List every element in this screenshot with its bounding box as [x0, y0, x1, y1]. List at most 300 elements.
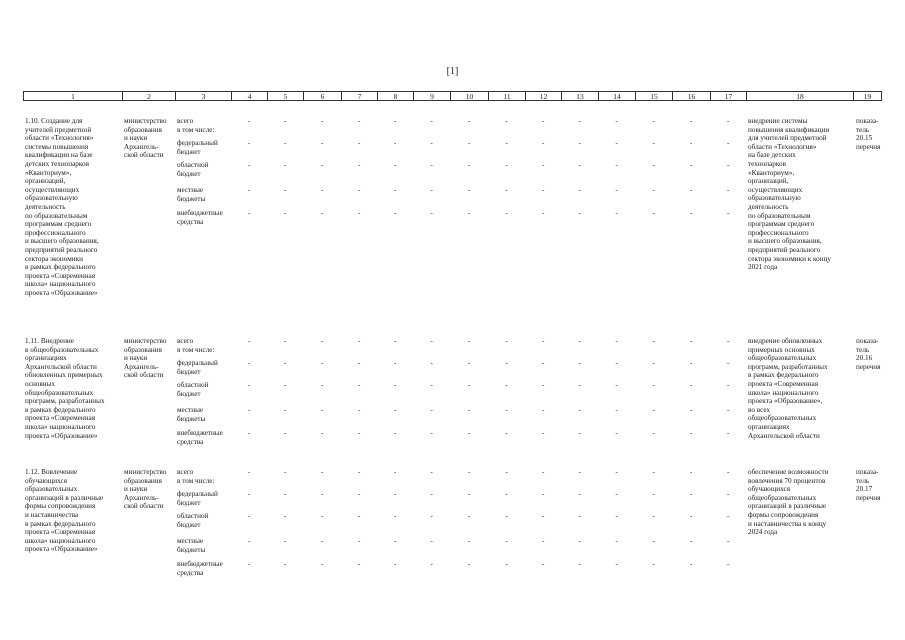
expected-result-cell-line: во всех: [748, 405, 771, 414]
expected-result-cell-line: предприятий реального: [748, 245, 821, 254]
empty-value-dash: -: [690, 406, 693, 414]
empty-value-dash: -: [505, 186, 508, 194]
empty-value-dash: -: [727, 537, 730, 545]
expected-result-cell-line: Архангельской области: [748, 431, 820, 440]
event-name-cell-line: проекта «Образование»: [25, 431, 98, 440]
funding-source-cell: [177, 537, 205, 554]
funding-source-cell-line: бюджет: [177, 169, 201, 178]
empty-value-dash: -: [430, 209, 433, 217]
funding-source-cell: [177, 560, 223, 577]
expected-result-cell-line: организаций в различные: [748, 502, 827, 511]
responsible-cell-line: министерство: [124, 337, 167, 345]
expected-result-cell-line: 2024 года: [748, 528, 778, 537]
funding-source-cell-line: в том числе:: [177, 345, 215, 354]
empty-value-dash: -: [394, 209, 397, 217]
empty-value-dash: -: [505, 337, 508, 345]
empty-value-dash: -: [284, 429, 287, 437]
expected-result-cell-line: деятельность: [748, 202, 789, 211]
event-name-cell-line: школа» национального: [25, 280, 96, 289]
empty-value-dash: -: [284, 117, 287, 125]
empty-value-dash: -: [578, 468, 581, 476]
empty-value-dash: -: [248, 560, 251, 568]
empty-value-dash: -: [430, 381, 433, 389]
funding-source-cell-line: бюджеты: [177, 194, 206, 203]
empty-value-dash: -: [615, 537, 618, 545]
empty-value-dash: -: [358, 406, 361, 414]
empty-value-dash: -: [505, 117, 508, 125]
empty-value-dash: -: [394, 161, 397, 169]
empty-value-dash: -: [358, 139, 361, 147]
responsible-cell: [124, 117, 166, 160]
event-name-cell-line: проекта «Современная: [25, 414, 96, 423]
empty-value-dash: -: [505, 429, 508, 437]
expected-result-cell-line: внедрение системы: [748, 117, 808, 125]
empty-value-dash: -: [690, 186, 693, 194]
empty-value-dash: -: [284, 512, 287, 520]
empty-value-dash: -: [615, 209, 618, 217]
funding-source-cell: [177, 117, 214, 134]
empty-value-dash: -: [615, 359, 618, 367]
empty-value-dash: -: [727, 209, 730, 217]
responsible-cell-line: Архангель-: [124, 142, 159, 151]
empty-value-dash: -: [690, 560, 693, 568]
empty-value-dash: -: [468, 161, 471, 169]
empty-value-dash: -: [578, 209, 581, 217]
expected-result-cell-line: внедрение обновленных: [748, 337, 823, 345]
empty-value-dash: -: [690, 209, 693, 217]
event-name-cell-line: детских технопарков: [25, 159, 90, 168]
empty-value-dash: -: [652, 161, 655, 169]
expected-result-cell-line: школа» национального: [748, 388, 819, 397]
empty-value-dash: -: [284, 186, 287, 194]
indicator-ref-cell-line: перечня: [856, 362, 881, 371]
expected-result-cell-line: организациях: [748, 422, 790, 431]
header-cell-1: 1: [23, 91, 123, 101]
empty-value-dash: -: [358, 537, 361, 545]
event-name-cell-line: в рамках федерального: [25, 519, 96, 528]
empty-value-dash: -: [321, 337, 324, 345]
expected-result-cell-line: вовлечения 70 процентов: [748, 476, 826, 485]
header-cell-12: 12: [525, 91, 562, 101]
empty-value-dash: -: [430, 161, 433, 169]
empty-value-dash: -: [727, 186, 730, 194]
empty-value-dash: -: [505, 560, 508, 568]
empty-value-dash: -: [652, 560, 655, 568]
expected-result-cell-line: технопарков: [748, 159, 787, 168]
empty-value-dash: -: [321, 186, 324, 194]
empty-value-dash: -: [578, 512, 581, 520]
empty-value-dash: -: [321, 490, 324, 498]
event-name-cell-line: в рамках федерального: [25, 263, 96, 272]
empty-value-dash: -: [248, 337, 251, 345]
expected-result-cell: [748, 117, 831, 272]
empty-value-dash: -: [358, 359, 361, 367]
event-name-cell-line: сектора экономики: [25, 254, 83, 263]
empty-value-dash: -: [615, 406, 618, 414]
empty-value-dash: -: [652, 490, 655, 498]
event-name-cell-line: образовательных: [25, 485, 78, 494]
expected-result-cell-line: на базе детских: [748, 151, 796, 160]
empty-value-dash: -: [690, 512, 693, 520]
header-cell-10: 10: [450, 91, 489, 101]
expected-result-cell-line: общеобразовательных: [748, 354, 817, 363]
empty-value-dash: -: [248, 139, 251, 147]
indicator-ref-cell: [856, 337, 880, 371]
empty-value-dash: -: [505, 490, 508, 498]
empty-value-dash: -: [542, 117, 545, 125]
empty-value-dash: -: [468, 139, 471, 147]
event-name-cell-line: в общеобразовательных: [25, 345, 99, 354]
funding-source-cell-line: бюджеты: [177, 414, 206, 423]
responsible-cell-line: образования: [124, 345, 162, 354]
empty-value-dash: -: [652, 359, 655, 367]
funding-source-cell: [177, 337, 214, 354]
empty-value-dash: -: [615, 429, 618, 437]
event-name-cell-line: системы повышения: [25, 142, 89, 151]
event-name-cell: [25, 117, 99, 297]
header-cell-6: 6: [303, 91, 342, 101]
event-name-cell-line: программам среднего: [25, 220, 92, 229]
empty-value-dash: -: [284, 468, 287, 476]
empty-value-dash: -: [727, 406, 730, 414]
empty-value-dash: -: [542, 381, 545, 389]
empty-value-dash: -: [468, 512, 471, 520]
empty-value-dash: -: [321, 359, 324, 367]
indicator-ref-cell-line: показа-: [856, 117, 879, 125]
empty-value-dash: -: [505, 209, 508, 217]
funding-source-cell-line: бюджет: [177, 367, 201, 376]
empty-value-dash: -: [321, 560, 324, 568]
expected-result-cell-line: сектора экономики к концу: [748, 254, 832, 263]
event-name-cell-line: Архангельской области: [25, 362, 97, 371]
empty-value-dash: -: [321, 161, 324, 169]
funding-source-cell-line: областной: [177, 381, 209, 389]
empty-value-dash: -: [468, 429, 471, 437]
empty-value-dash: -: [248, 512, 251, 520]
empty-value-dash: -: [394, 537, 397, 545]
event-name-cell-line: области «Технология»: [25, 134, 94, 143]
empty-value-dash: -: [468, 560, 471, 568]
funding-source-cell: [177, 512, 208, 529]
empty-value-dash: -: [394, 381, 397, 389]
empty-value-dash: -: [727, 468, 730, 476]
event-name-cell: [25, 337, 105, 440]
empty-value-dash: -: [430, 186, 433, 194]
empty-value-dash: -: [394, 117, 397, 125]
empty-value-dash: -: [542, 209, 545, 217]
empty-value-dash: -: [358, 512, 361, 520]
empty-value-dash: -: [284, 337, 287, 345]
empty-value-dash: -: [542, 139, 545, 147]
expected-result-cell-line: общеобразовательных: [748, 414, 817, 423]
funding-source-cell-line: федеральный: [177, 490, 218, 498]
empty-value-dash: -: [284, 537, 287, 545]
header-cell-14: 14: [598, 91, 636, 101]
empty-value-dash: -: [321, 209, 324, 217]
funding-source-cell: [177, 209, 223, 226]
header-cell-19: 19: [853, 91, 882, 101]
empty-value-dash: -: [358, 161, 361, 169]
empty-value-dash: -: [284, 161, 287, 169]
empty-value-dash: -: [468, 359, 471, 367]
empty-value-dash: -: [505, 161, 508, 169]
empty-value-dash: -: [394, 429, 397, 437]
responsible-cell-line: и науки: [124, 485, 148, 494]
funding-source-cell-line: внебюджетные: [177, 560, 223, 568]
empty-value-dash: -: [615, 337, 618, 345]
empty-value-dash: -: [615, 161, 618, 169]
funding-source-cell: [177, 381, 208, 398]
empty-value-dash: -: [430, 139, 433, 147]
empty-value-dash: -: [468, 537, 471, 545]
empty-value-dash: -: [284, 139, 287, 147]
funding-source-cell: [177, 139, 218, 156]
empty-value-dash: -: [394, 139, 397, 147]
empty-value-dash: -: [578, 537, 581, 545]
header-cell-7: 7: [341, 91, 378, 101]
funding-source-cell: [177, 161, 208, 178]
event-name-cell-line: формы сопровождения: [25, 502, 96, 511]
empty-value-dash: -: [358, 560, 361, 568]
empty-value-dash: -: [615, 468, 618, 476]
empty-value-dash: -: [690, 429, 693, 437]
indicator-ref-cell-line: тель: [856, 476, 870, 485]
responsible-cell: [124, 468, 166, 511]
empty-value-dash: -: [690, 337, 693, 345]
empty-value-dash: -: [358, 429, 361, 437]
header-cell-13: 13: [561, 91, 599, 101]
table-header-row: [23, 91, 881, 101]
empty-value-dash: -: [727, 337, 730, 345]
empty-value-dash: -: [284, 359, 287, 367]
funding-source-cell: [177, 468, 214, 485]
funding-source-cell-line: местные: [177, 186, 204, 194]
funding-source-cell-line: федеральный: [177, 139, 218, 147]
empty-value-dash: -: [248, 117, 251, 125]
responsible-cell-line: образования: [124, 476, 162, 485]
indicator-ref-cell-line: тель: [856, 345, 870, 354]
empty-value-dash: -: [394, 406, 397, 414]
funding-source-cell-line: в том числе:: [177, 476, 215, 485]
empty-value-dash: -: [690, 117, 693, 125]
empty-value-dash: -: [615, 381, 618, 389]
empty-value-dash: -: [321, 468, 324, 476]
event-name-cell-line: общеобразовательных: [25, 388, 94, 397]
responsible-cell-line: и науки: [124, 354, 148, 363]
indicator-ref-cell-line: 20.16: [856, 354, 873, 363]
empty-value-dash: -: [284, 560, 287, 568]
empty-value-dash: -: [321, 512, 324, 520]
funding-source-cell-line: в том числе:: [177, 125, 215, 134]
event-name-cell-line: учителей предметной: [25, 125, 92, 134]
event-name-cell-line: школа» национального: [25, 536, 96, 545]
empty-value-dash: -: [248, 161, 251, 169]
event-name-cell-line: 1.11. Внедрение: [25, 337, 74, 345]
header-cell-11: 11: [488, 91, 526, 101]
expected-result-cell-line: «Кванториум»,: [748, 168, 795, 177]
empty-value-dash: -: [358, 490, 361, 498]
event-name-cell-line: деятельность: [25, 202, 66, 211]
event-name-cell-line: проекта «Образование»: [25, 545, 98, 554]
funding-source-cell: [177, 186, 205, 203]
empty-value-dash: -: [505, 381, 508, 389]
header-cell-8: 8: [377, 91, 414, 101]
empty-value-dash: -: [248, 429, 251, 437]
empty-value-dash: -: [652, 429, 655, 437]
empty-value-dash: -: [321, 537, 324, 545]
responsible-cell-line: ской области: [124, 151, 164, 160]
event-name-cell-line: организациях: [25, 354, 67, 363]
empty-value-dash: -: [394, 337, 397, 345]
header-cell-17: 17: [710, 91, 747, 101]
empty-value-dash: -: [542, 560, 545, 568]
empty-value-dash: -: [727, 490, 730, 498]
empty-value-dash: -: [578, 337, 581, 345]
empty-value-dash: -: [468, 186, 471, 194]
expected-result-cell-line: осуществляющих: [748, 185, 803, 194]
empty-value-dash: -: [505, 406, 508, 414]
event-name-cell-line: по образовательным: [25, 211, 88, 220]
responsible-cell: [124, 337, 166, 380]
event-name-cell-line: профессионального: [25, 228, 86, 237]
empty-value-dash: -: [727, 560, 730, 568]
indicator-ref-cell-line: 20.15: [856, 134, 873, 143]
empty-value-dash: -: [542, 537, 545, 545]
empty-value-dash: -: [468, 468, 471, 476]
header-cell-2: 2: [122, 91, 176, 101]
empty-value-dash: -: [615, 560, 618, 568]
responsible-cell-line: и науки: [124, 134, 148, 143]
empty-value-dash: -: [468, 209, 471, 217]
empty-value-dash: -: [615, 186, 618, 194]
empty-value-dash: -: [542, 406, 545, 414]
responsible-cell-line: Архангель-: [124, 493, 159, 502]
event-name-cell-line: квалификации на базе: [25, 151, 93, 160]
responsible-cell-line: образования: [124, 125, 162, 134]
event-name-cell-line: 1.10. Создание для: [25, 117, 83, 125]
event-name-cell-line: организаций в различные: [25, 493, 104, 502]
responsible-cell-line: министерство: [124, 468, 167, 476]
empty-value-dash: -: [430, 490, 433, 498]
empty-value-dash: -: [578, 381, 581, 389]
empty-value-dash: -: [652, 117, 655, 125]
empty-value-dash: -: [358, 381, 361, 389]
empty-value-dash: -: [321, 429, 324, 437]
header-cell-16: 16: [672, 91, 711, 101]
event-name-cell-line: «Кванториум»,: [25, 168, 72, 177]
page-number: [1]: [446, 66, 459, 77]
empty-value-dash: -: [652, 537, 655, 545]
indicator-ref-cell-line: показа-: [856, 468, 879, 476]
event-name-cell-line: обновленных примерных: [25, 371, 103, 380]
event-name-cell-line: обучающихся: [25, 476, 68, 485]
empty-value-dash: -: [430, 560, 433, 568]
funding-source-cell: [177, 359, 218, 376]
empty-value-dash: -: [727, 381, 730, 389]
empty-value-dash: -: [248, 468, 251, 476]
expected-result-cell-line: и наставничества к концу: [748, 519, 827, 528]
expected-result-cell-line: проекта «Образование»,: [748, 397, 823, 406]
empty-value-dash: -: [430, 429, 433, 437]
empty-value-dash: -: [652, 186, 655, 194]
event-name-cell-line: основных: [25, 379, 56, 388]
empty-value-dash: -: [248, 406, 251, 414]
empty-value-dash: -: [652, 337, 655, 345]
expected-result-cell-line: обеспечение возможности: [748, 468, 829, 476]
funding-source-cell-line: средства: [177, 437, 204, 446]
funding-source-cell-line: всего: [177, 337, 194, 345]
empty-value-dash: -: [690, 490, 693, 498]
empty-value-dash: -: [284, 406, 287, 414]
empty-value-dash: -: [542, 186, 545, 194]
empty-value-dash: -: [690, 468, 693, 476]
empty-value-dash: -: [578, 429, 581, 437]
empty-value-dash: -: [394, 186, 397, 194]
empty-value-dash: -: [394, 359, 397, 367]
expected-result-cell-line: области «Технология»: [748, 142, 817, 151]
empty-value-dash: -: [430, 359, 433, 367]
expected-result-cell-line: обучающихся: [748, 485, 791, 494]
header-cell-15: 15: [635, 91, 673, 101]
header-cell-5: 5: [267, 91, 304, 101]
empty-value-dash: -: [358, 117, 361, 125]
empty-value-dash: -: [430, 117, 433, 125]
funding-source-cell-line: местные: [177, 406, 204, 414]
empty-value-dash: -: [652, 209, 655, 217]
empty-value-dash: -: [727, 429, 730, 437]
event-name-cell-line: образовательную: [25, 194, 78, 203]
empty-value-dash: -: [394, 490, 397, 498]
empty-value-dash: -: [542, 468, 545, 476]
empty-value-dash: -: [652, 139, 655, 147]
empty-value-dash: -: [430, 468, 433, 476]
event-name-cell-line: осуществляющих: [25, 185, 80, 194]
funding-source-cell-line: бюджет: [177, 520, 201, 529]
empty-value-dash: -: [727, 117, 730, 125]
empty-value-dash: -: [542, 161, 545, 169]
empty-value-dash: -: [690, 381, 693, 389]
event-name-cell-line: проекта «Современная: [25, 271, 96, 280]
empty-value-dash: -: [321, 117, 324, 125]
expected-result-cell-line: для учителей предметной: [748, 134, 827, 143]
expected-result-cell-line: повышения квалификации: [748, 125, 830, 134]
indicator-ref-cell: [856, 117, 880, 151]
expected-result-cell-line: по образовательным: [748, 211, 811, 220]
indicator-ref-cell-line: перечня: [856, 142, 881, 151]
empty-value-dash: -: [505, 139, 508, 147]
funding-source-cell: [177, 406, 205, 423]
empty-value-dash: -: [542, 429, 545, 437]
indicator-ref-cell: [856, 468, 880, 502]
event-name-cell-line: 1.12. Вовлечение: [25, 468, 78, 476]
empty-value-dash: -: [652, 381, 655, 389]
expected-result-cell-line: примерных основных: [748, 345, 815, 354]
empty-value-dash: -: [248, 186, 251, 194]
empty-value-dash: -: [727, 161, 730, 169]
expected-result-cell-line: проекта «Современная: [748, 379, 819, 388]
empty-value-dash: -: [468, 406, 471, 414]
expected-result-cell-line: формы сопровождения: [748, 510, 819, 519]
empty-value-dash: -: [248, 209, 251, 217]
expected-result-cell-line: образовательную: [748, 194, 801, 203]
responsible-cell-line: министерство: [124, 117, 167, 125]
empty-value-dash: -: [468, 337, 471, 345]
event-name-cell-line: школа» национального: [25, 422, 96, 431]
empty-value-dash: -: [468, 117, 471, 125]
indicator-ref-cell-line: показа-: [856, 337, 879, 345]
event-name-cell-line: проекта «Образование»: [25, 288, 98, 297]
empty-value-dash: -: [358, 337, 361, 345]
